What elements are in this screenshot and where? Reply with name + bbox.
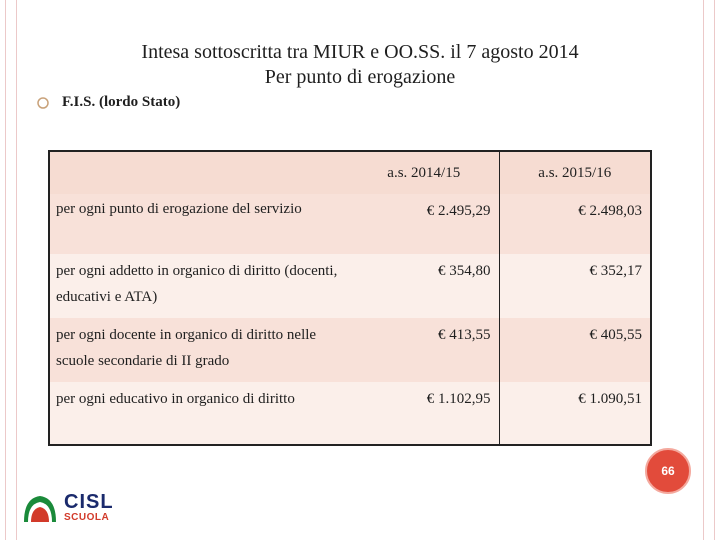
row-value-2015: € 352,17 — [499, 254, 651, 318]
row-value-2015: € 1.090,51 — [499, 382, 651, 445]
cisl-logo-icon — [20, 490, 60, 526]
header-cell-2015: a.s. 2015/16 — [499, 151, 651, 194]
table-row — [49, 194, 651, 254]
logo-subtitle: SCUOLA — [64, 512, 110, 523]
slide-title — [0, 40, 720, 90]
logo-name: CISL — [64, 491, 114, 513]
row-value-2015: € 2.498,03 — [499, 194, 651, 254]
row-value-2015: € 405,55 — [499, 318, 651, 382]
title-line-1: Intesa sottoscritta tra MIUR e OO.SS. il 7 agosto 2014 — [141, 41, 579, 63]
table-row — [49, 254, 651, 318]
table-header-row — [49, 151, 651, 194]
row-label: per ogni docente in organico di diritto nelle scuole secondarie di II grado — [49, 318, 349, 382]
title-line-2: Per punto di erogazione — [264, 66, 456, 88]
table-row — [49, 382, 651, 445]
row-label: per ogni addetto in organico di diritto (docenti, educativi e ATA) — [49, 254, 349, 318]
bullet-text: F.I.S. (lordo Stato) — [62, 94, 181, 110]
row-value-2014: € 354,80 — [349, 254, 499, 318]
table-row — [49, 318, 651, 382]
fis-table — [48, 150, 652, 446]
hollow-circle-bullet-icon — [36, 96, 50, 110]
row-value-2014: € 1.102,95 — [349, 382, 499, 445]
header-cell-empty — [49, 151, 349, 194]
row-label: per ogni educativo in organico di diritto — [49, 382, 349, 445]
row-value-2014: € 413,55 — [349, 318, 499, 382]
cisl-scuola-logo — [20, 490, 114, 526]
bullet-item — [36, 94, 180, 111]
row-label: per ogni punto di erogazione del servizio — [49, 194, 349, 254]
header-cell-2014: a.s. 2014/15 — [349, 151, 499, 194]
logo-text — [64, 492, 114, 524]
page-number-badge: 66 — [645, 448, 691, 494]
row-value-2014: € 2.495,29 — [349, 194, 499, 254]
